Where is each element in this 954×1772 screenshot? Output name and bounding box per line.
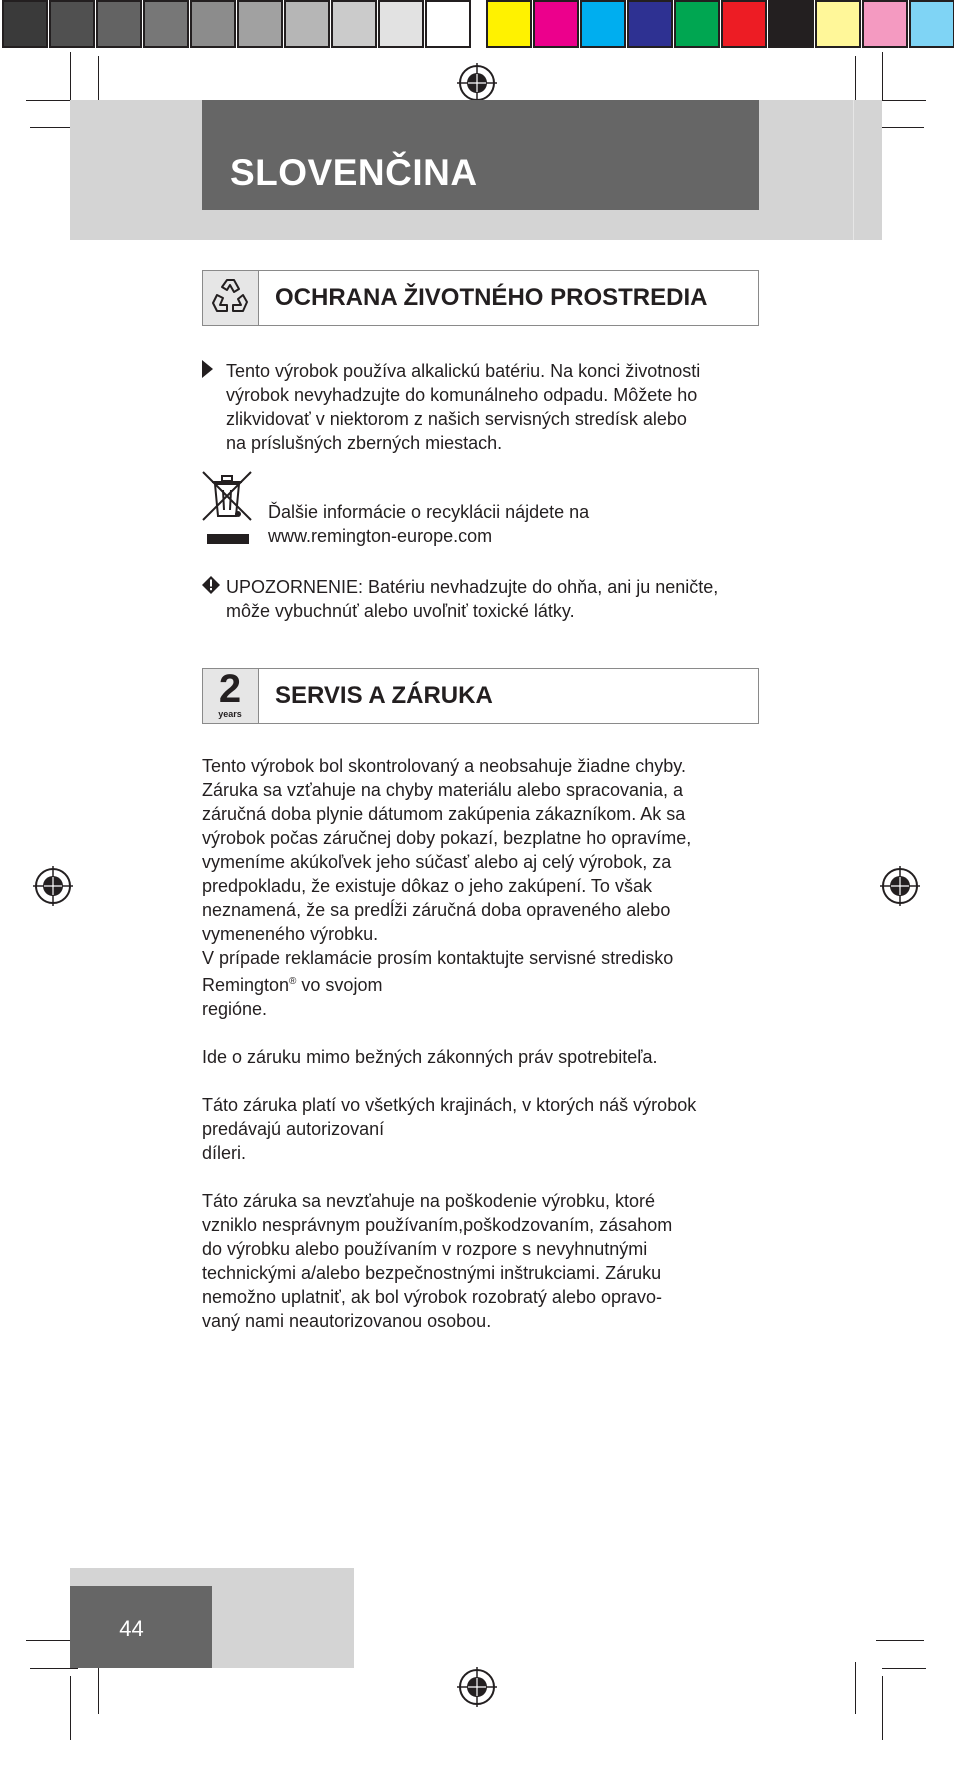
text-line: neznamená, že sa predĺži záručná doba opraveného alebo	[202, 900, 671, 920]
text-line: predpokladu, že existuje dôkaz o jeho zakúpení. To však	[202, 876, 652, 896]
color-swatch	[190, 0, 236, 48]
registration-mark-icon	[33, 866, 73, 906]
crop-mark	[26, 1640, 76, 1641]
color-swatch	[143, 0, 189, 48]
warning-text	[226, 575, 766, 623]
page-number: 44	[119, 1616, 144, 1641]
recycle-icon	[203, 271, 259, 325]
color-swatch	[486, 0, 532, 48]
crop-mark	[70, 1676, 71, 1740]
text-line: do výrobku alebo používaním v rozpore s nevyhnutnými	[202, 1239, 648, 1259]
text-line: V prípade reklamácie prosím kontaktujte servisné stredisko	[202, 948, 674, 968]
text-line: predávajú autorizovaní	[202, 1119, 385, 1139]
color-swatch	[284, 0, 330, 48]
text-line: na príslušných zberných miestach.	[226, 433, 503, 453]
warranty-years-label: years	[218, 709, 242, 719]
page-number-box	[70, 1586, 212, 1668]
text-line: môže vybuchnúť alebo uvoľniť toxické látky.	[226, 601, 575, 621]
text-line: technickými a/alebo bezpečnostnými inštrukciami. Záruku	[202, 1263, 662, 1283]
bullet-arrow-icon	[202, 360, 214, 378]
text-line: UPOZORNENIE: Batériu nevhadzujte do ohňa, ani ju neničte,	[226, 577, 719, 597]
text-line: zlikvidovať v niektorom z našich servisných stredísk alebo	[226, 409, 687, 429]
crop-mark	[882, 52, 883, 100]
registration-mark-icon	[457, 1667, 497, 1707]
text-line: Táto záruka sa nevzťahuje na poškodenie výrobku, ktoré	[202, 1191, 656, 1211]
text-line: nemožno uplatniť, ak bol výrobok rozobratý alebo opravo-	[202, 1287, 663, 1307]
text-line: Táto záruka platí vo všetkých krajinách, v ktorých náš výrobok	[202, 1095, 697, 1115]
text-line: Ďalšie informácie o recyklácii nájdete na	[268, 502, 590, 522]
color-swatch	[2, 0, 48, 48]
text-line: regióne.	[202, 999, 268, 1019]
page-title: SLOVENČINA	[230, 152, 478, 193]
color-swatch	[425, 0, 471, 48]
section-title: OCHRANA ŽIVOTNÉHO PROSTREDIA	[275, 284, 708, 311]
color-swatch	[331, 0, 377, 48]
color-swatch	[627, 0, 673, 48]
registration-mark-icon	[880, 866, 920, 906]
text-line: vymeníme akúkoľvek jeho súčasť alebo aj celý výrobok, za	[202, 852, 672, 872]
color-swatch	[237, 0, 283, 48]
color-swatch	[721, 0, 767, 48]
section-header-environment	[202, 270, 759, 326]
crop-mark	[98, 1662, 99, 1714]
text-line: vzniklo nesprávnym používaním,poškodzovaním, zásahom	[202, 1215, 673, 1235]
text-line: díleri.	[202, 1143, 247, 1163]
color-swatch	[378, 0, 424, 48]
brand-name: Remington	[202, 975, 290, 995]
warranty-text	[202, 754, 762, 1333]
header-band-divider	[853, 100, 854, 240]
text-line: Záruka sa vzťahuje na chyby materiálu alebo spracovania, a	[202, 780, 684, 800]
text-fragment: vo svojom	[296, 975, 383, 995]
crossed-bin-icon	[201, 470, 253, 546]
color-swatch	[96, 0, 142, 48]
color-swatch	[533, 0, 579, 48]
section-header-warranty	[202, 668, 759, 724]
crop-mark	[876, 127, 924, 128]
text-line: výrobok nevyhadzujte do komunálneho odpadu. Môžete ho	[226, 385, 698, 405]
warranty-years-number: 2	[218, 667, 242, 711]
spacer	[202, 1165, 762, 1189]
crop-mark	[855, 1662, 856, 1714]
crop-mark	[882, 100, 926, 101]
text-line: výrobok počas záručnej doby pokazí, bezplatne ho opravíme,	[202, 828, 692, 848]
text-line	[202, 970, 762, 997]
registration-mark-icon	[457, 63, 497, 103]
title-bar	[202, 100, 759, 210]
text-line: Tento výrobok používa alkalickú batériu. Na konci životnosti	[226, 361, 701, 381]
text-line: Ide o záruku mimo bežných zákonných práv spotrebiteľa.	[202, 1047, 658, 1067]
text-line: vymeneného výrobku.	[202, 924, 379, 944]
spacer	[202, 1069, 762, 1093]
battery-disposal-text	[226, 359, 766, 455]
color-swatch	[674, 0, 720, 48]
text-line: záručná doba plynie dátumom zakúpenia zákazníkom. Ak sa	[202, 804, 686, 824]
color-swatch	[768, 0, 814, 48]
crop-mark	[30, 1668, 78, 1669]
website-url: www.remington-europe.com	[268, 526, 493, 546]
section-title: SERVIS A ZÁRUKA	[275, 682, 493, 709]
color-swatch	[580, 0, 626, 48]
color-swatch	[862, 0, 908, 48]
color-swatch	[815, 0, 861, 48]
crop-mark	[26, 100, 70, 101]
warning-icon	[202, 576, 220, 594]
crop-mark	[882, 1668, 926, 1669]
color-swatch	[49, 0, 95, 48]
text-line: Tento výrobok bol skontrolovaný a neobsahuje žiadne chyby.	[202, 756, 686, 776]
crop-mark	[882, 1676, 883, 1740]
color-swatch	[909, 0, 954, 48]
crop-mark	[70, 52, 71, 100]
spacer	[202, 1021, 762, 1045]
recycling-info-text	[268, 500, 748, 548]
two-years-warranty-icon	[203, 669, 259, 723]
text-line: vaný nami neautorizovanou osobou.	[202, 1311, 492, 1331]
crop-mark	[876, 1640, 924, 1641]
registered-mark: ®	[289, 976, 297, 987]
